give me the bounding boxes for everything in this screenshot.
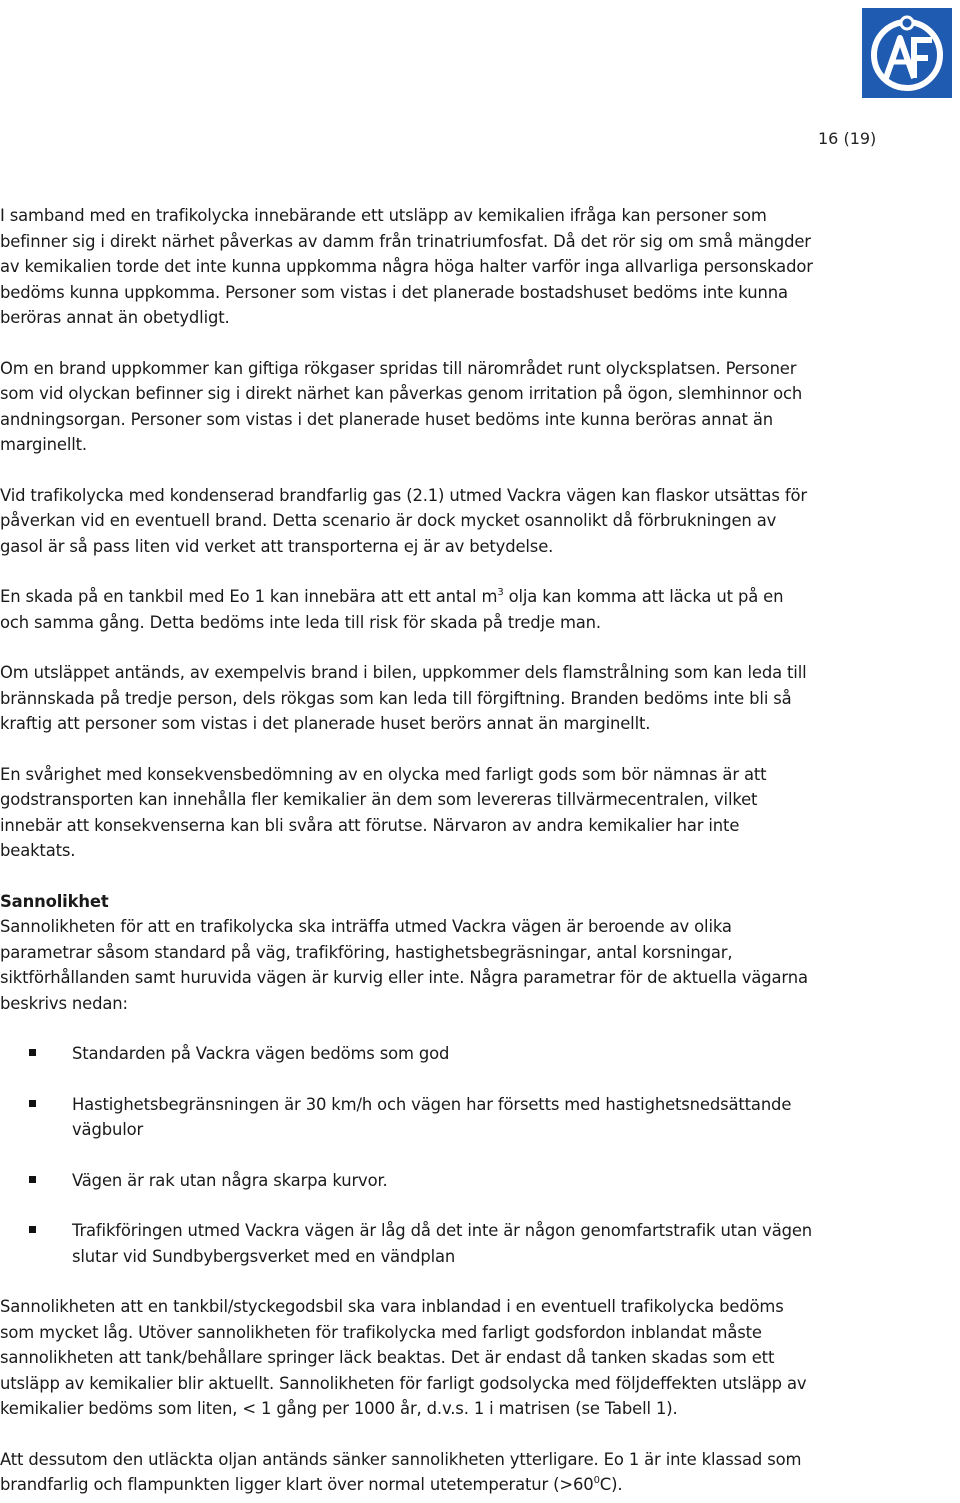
list-item-text: Hastighetsbegränsningen är 30 km/h och vägen har försetts med hastighetsnedsättande vägbulor: [72, 1094, 792, 1139]
paragraph-utslapp-antands: Om utsläppet antänds, av exempelvis brand i bilen, uppkommer dels flamstrålning som kan leda till brännskada på tredje person, dels rökgas som kan leda till förgiftning. Branden bedöms inte bli så kraftig att personer som vistas i det planerade huset berörs annat än marginellt.: [0, 663, 807, 733]
paragraph-oljan-text-1: Att dessutom den utläckta oljan antänds sänker sannolikheten ytterligare. Eo 1 är inte klassad som brandfarlig och flampunkten ligger klart över normal utetemperatur (>60: [0, 1449, 802, 1494]
list-item: [0, 1218, 815, 1269]
page-number: 16 (19): [818, 129, 877, 148]
paragraph-trafikolycka-kemikalie: I samband med en trafikolycka innebärande ett utsläpp av kemikalien ifråga kan personer som befinner sig i direkt närhet påverkas av damm från trinatriumfosfat. Då det rör sig om små mängder av kemikalien torde det inte kunna uppkomma några höga halter varför inga allvarliga personskador bedöms kunna uppkomma. Personer som vistas i det planerade bostadshuset bedöms inte kunna beröras annat än obetydligt.: [0, 206, 813, 327]
paragraph-tankbil-sannolikhet: Sannolikheten att en tankbil/styckegodsbil ska vara inblandad i en eventuell trafikolycka bedöms som mycket låg. Utöver sannolikheten för trafikolycka med farligt godsfordon inblandat måste sannolikheten att tank/behållare springer läck beaktas. Det är endast då tanken skadas som ett utsläpp av kemikalier blir aktuellt. Sannolikheten för farligt godsolycka med följdeffekten utsläpp av kemikalier bedöms som liten, < 1 gång per 1000 år, d.v.s. 1 i matrisen (se Tabell 1).: [0, 1297, 807, 1418]
paragraph-tankbil-skada: [0, 584, 815, 635]
paragraph-tankbil-text-1: En skada på en tankbil med Eo 1 kan innebära att ett antal m: [0, 587, 498, 606]
list-item-text: Trafikföringen utmed Vackra vägen är låg då det inte är någon genomfartstrafik utan vägen slutar vid Sundbybergsverket med en vändplan: [72, 1221, 813, 1266]
square-bullet-icon: [29, 1049, 36, 1056]
superscript-degree: 0: [593, 1475, 600, 1486]
list-item: [0, 1168, 815, 1194]
square-bullet-icon: [29, 1100, 36, 1107]
square-bullet-icon: [29, 1176, 36, 1183]
list-item-text: Standarden på Vackra vägen bedöms som god: [72, 1044, 450, 1063]
paragraph-tankbil-text-2: olja kan komma att läcka ut på en och samma gång. Detta bedöms inte leda till risk för skada på tredje man.: [0, 587, 784, 632]
document-body: [0, 203, 815, 1498]
parameter-list: [0, 1041, 815, 1269]
superscript-cubic: 3: [497, 587, 504, 598]
paragraph-sannolikhet-intro: Sannolikheten för att en trafikolycka ska inträffa utmed Vackra vägen är beroende av olika parametrar såsom standard på väg, trafikföring, hastighetsbegräsningar, antal korsningar, siktförhållanden samt huruvida vägen är kurvig eller inte. Några parametrar för de aktuella vägarna beskrivs nedan:: [0, 917, 808, 1013]
paragraph-oljan-text-2: C).: [599, 1475, 623, 1494]
paragraph-oljan-antands: [0, 1447, 815, 1498]
paragraph-konsekvensbedomning: En svårighet med konsekvensbedömning av en olycka med farligt gods som bör nämnas är att godstransporten kan innehålla fler kemikalier än dem som levereras tillvärmecentralen, vilket innebär att konsekvenserna kan bli svåra att förutse. Närvaron av andra kemikalier har inte beaktats.: [0, 764, 767, 860]
heading-sannolikhet: Sannolikhet: [0, 891, 109, 911]
paragraph-kondenserad-gas: Vid trafikolycka med kondenserad brandfarlig gas (2.1) utmed Vackra vägen kan flaskor utsättas för påverkan vid en eventuell brand. Detta scenario är dock mycket osannolikt då förbrukningen av gasol är så pass liten vid verket att transporterna ej är av betydelse.: [0, 485, 807, 556]
list-item-text: Vägen är rak utan några skarpa kurvor.: [72, 1170, 388, 1190]
list-item: [0, 1092, 815, 1143]
square-bullet-icon: [29, 1226, 36, 1233]
company-logo: [862, 8, 952, 98]
paragraph-brand-rokgaser: Om en brand uppkommer kan giftiga rökgaser spridas till närområdet runt olycksplatsen. Personer som vid olyckan befinner sig i direkt närhet kan påverkas genom irritation på ögon, slemhinnor och andningsorgan. Personer som vistas i det planerade huset bedöms inte kunna beröras annat än marginellt.: [0, 358, 803, 454]
list-item: [0, 1041, 815, 1067]
